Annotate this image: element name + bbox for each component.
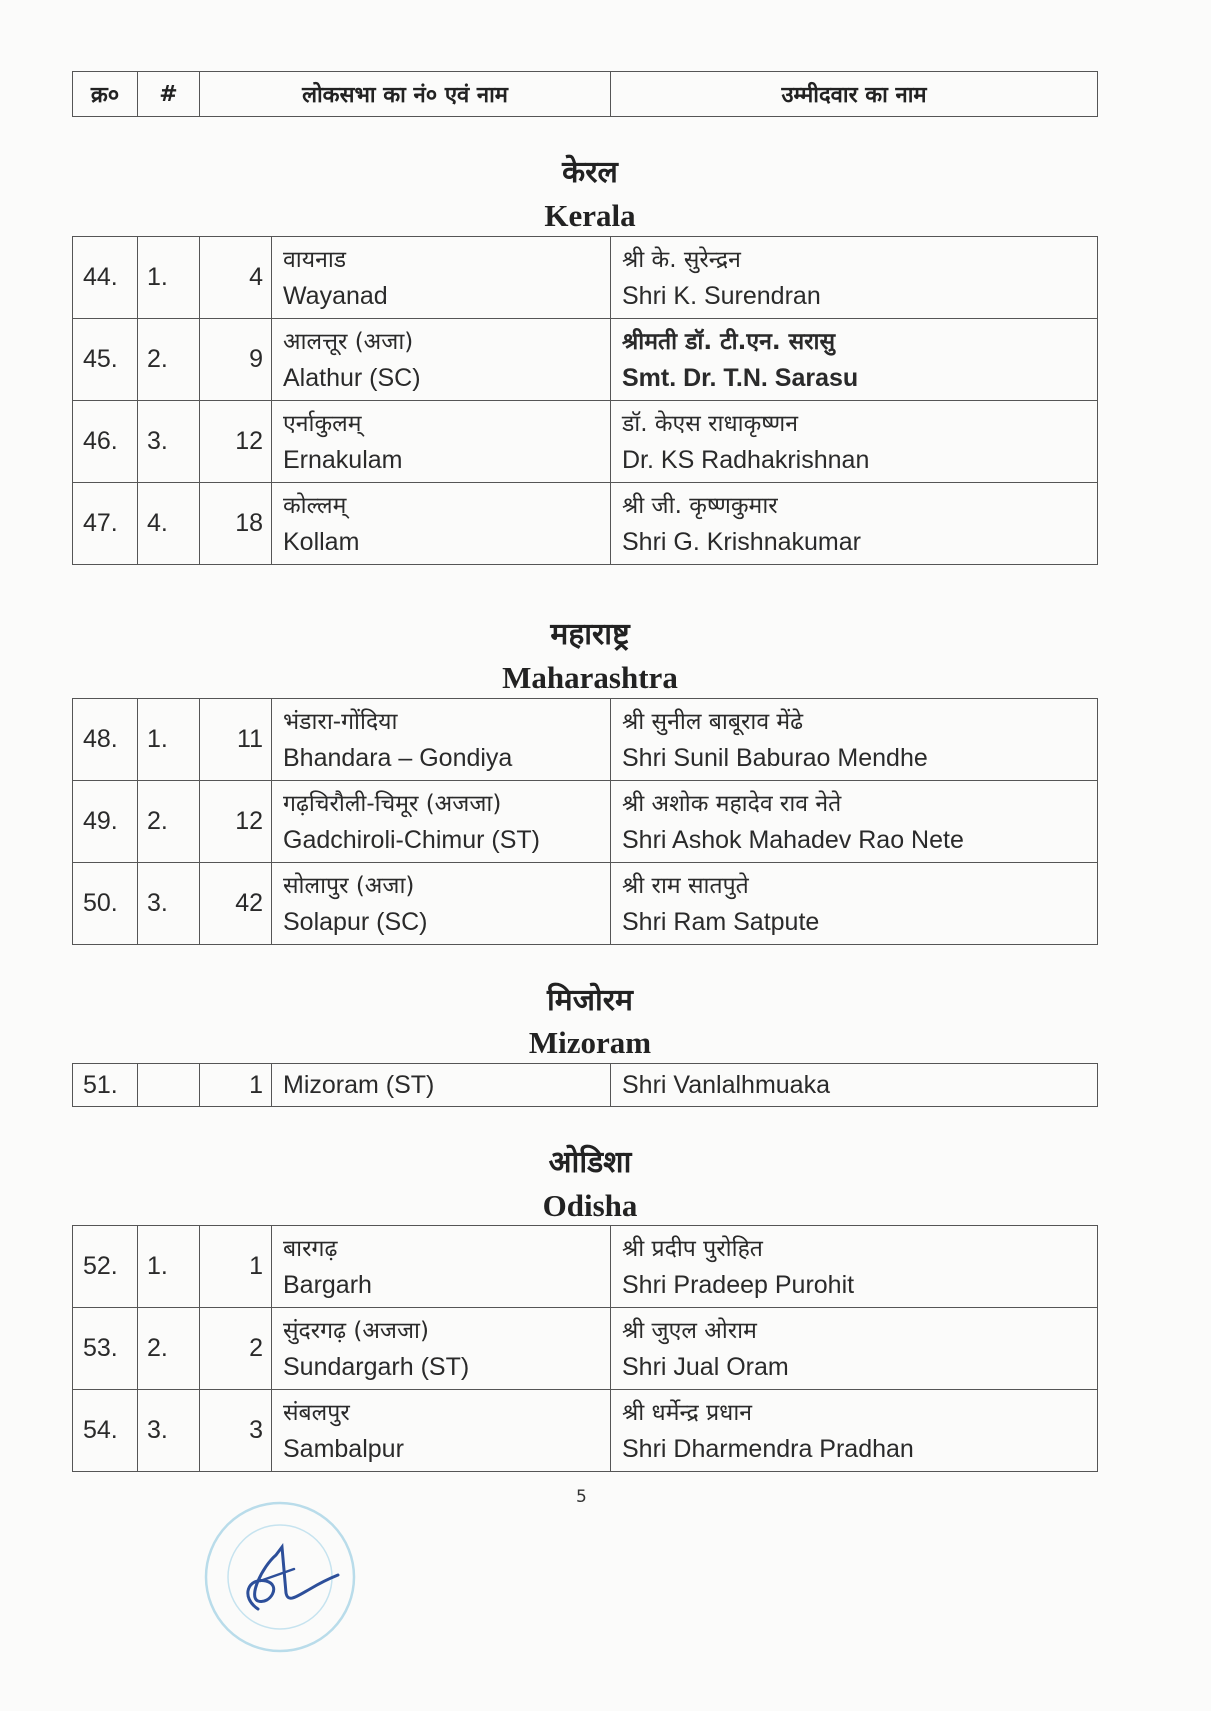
constituency-hindi: आलत्तूर (अजा) (283, 328, 414, 355)
constituency-hindi: सोलापुर (अजा) (283, 872, 415, 899)
table-row (73, 1390, 1098, 1472)
constituency-cell (272, 319, 611, 401)
candidate-cell (611, 699, 1098, 781)
party-stamp-with-signature-icon (200, 1497, 360, 1657)
constituency-cell (272, 781, 611, 863)
constituency-english: Gadchiroli-Chimur (ST) (283, 825, 540, 854)
constituency-hindi: कोल्लम् (283, 492, 347, 519)
serial-number: 53. (73, 1308, 138, 1390)
state-serial: 3. (138, 401, 200, 483)
serial-number: 51. (73, 1064, 138, 1107)
constituency-hindi: भंडारा-गोंदिया (283, 708, 398, 735)
header-constituency: लोकसभा का नं० एवं नाम (200, 72, 611, 117)
constituency-number: 4 (200, 237, 272, 319)
constituency-number: 11 (200, 699, 272, 781)
candidate-english: Shri Sunil Baburao Mendhe (622, 743, 928, 772)
candidate-hindi: श्री जुएल ओराम (622, 1317, 757, 1344)
state-serial: 1. (138, 237, 200, 319)
state-title-hindi: मिजोरम (547, 983, 633, 1018)
candidate-cell (611, 863, 1098, 945)
constituency-english: Bargarh (283, 1270, 372, 1299)
table-row (73, 863, 1098, 945)
serial-number: 50. (73, 863, 138, 945)
constituency-english: Sundargarh (ST) (283, 1352, 470, 1381)
table-row (73, 319, 1098, 401)
state-serial: 1. (138, 1226, 200, 1308)
candidate-cell (611, 1226, 1098, 1308)
state-title-english: Mizoram (528, 1025, 652, 1060)
candidate-cell (611, 781, 1098, 863)
state-serial: 4. (138, 483, 200, 565)
constituency-number: 12 (200, 781, 272, 863)
signature-stroke (248, 1547, 338, 1609)
table-row (73, 1226, 1098, 1308)
state-serial: 2. (138, 1308, 200, 1390)
table-row (73, 781, 1098, 863)
serial-number: 46. (73, 401, 138, 483)
serial-number: 49. (73, 781, 138, 863)
constituency-hindi: संबलपुर (283, 1399, 350, 1426)
constituency-hindi: वायनाड (283, 246, 347, 273)
candidate-hindi: श्रीमती डॉ. टी.एन. सरासु (622, 328, 836, 355)
table-row (73, 401, 1098, 483)
serial-number: 48. (73, 699, 138, 781)
constituency-number: 3 (200, 1390, 272, 1472)
constituency-hindi: एर्नाकुलम् (283, 410, 362, 437)
candidate-hindi: डॉ. केएस राधाकृष्णन (622, 410, 799, 437)
odisha-table (72, 1225, 1098, 1472)
state-title-english: Maharashtra (502, 660, 678, 695)
constituency-english: Ernakulam (283, 445, 403, 474)
state-title-english: Odisha (542, 1188, 638, 1223)
signature-crossbar (260, 1569, 294, 1581)
constituency-cell (272, 401, 611, 483)
candidate-english: Shri Dharmendra Pradhan (622, 1434, 914, 1463)
table-row (73, 699, 1098, 781)
candidate-cell (611, 237, 1098, 319)
state-title-english: Kerala (544, 198, 636, 233)
constituency-cell (272, 699, 611, 781)
candidate-english: Smt. Dr. T.N. Sarasu (622, 363, 859, 392)
header-serial: क्र० (73, 72, 138, 117)
table-row (73, 237, 1098, 319)
candidate-cell (611, 1308, 1098, 1390)
constituency-hindi: बारगढ़ (283, 1235, 338, 1262)
state-serial: 1. (138, 699, 200, 781)
state-serial: 3. (138, 863, 200, 945)
mizoram-table (72, 1063, 1098, 1107)
candidate-hindi: श्री प्रदीप पुरोहित (622, 1235, 763, 1262)
constituency-number: 9 (200, 319, 272, 401)
candidate-english: Dr. KS Radhakrishnan (622, 445, 870, 474)
candidate-cell (611, 483, 1098, 565)
table-row (73, 483, 1098, 565)
candidate-english: Shri Ram Satpute (622, 907, 820, 936)
candidate-english: Shri Jual Oram (622, 1352, 789, 1381)
constituency-cell (272, 1308, 611, 1390)
state-serial: 3. (138, 1390, 200, 1472)
constituency-number: 18 (200, 483, 272, 565)
header-hash: # (138, 72, 200, 117)
candidate-english: Shri Vanlalhmuaka (611, 1064, 1098, 1107)
candidate-cell (611, 319, 1098, 401)
candidate-hindi: श्री जी. कृष्णकुमार (622, 492, 778, 519)
state-serial: 2. (138, 781, 200, 863)
stamp-inner-ring (228, 1525, 332, 1629)
table-row (73, 1064, 1098, 1107)
constituency-cell (272, 1226, 611, 1308)
candidate-hindi: श्री अशोक महादेव राव नेते (622, 790, 842, 817)
constituency-number: 12 (200, 401, 272, 483)
constituency-cell (272, 483, 611, 565)
constituency-english: Alathur (SC) (283, 363, 421, 392)
constituency-cell (272, 1390, 611, 1472)
constituency-english: Sambalpur (283, 1434, 404, 1463)
constituency-hindi: गढ़चिरौली-चिमूर (अजजा) (283, 790, 502, 817)
state-title-hindi: महाराष्ट्र (550, 617, 630, 652)
constituency-cell (272, 237, 611, 319)
serial-number: 45. (73, 319, 138, 401)
state-title-hindi: ओडिशा (548, 1145, 632, 1180)
candidate-hindi: श्री धर्मेन्द्र प्रधान (622, 1399, 753, 1426)
candidate-english: Shri Ashok Mahadev Rao Nete (622, 825, 964, 854)
constituency-number: 42 (200, 863, 272, 945)
column-header-table (72, 71, 1098, 117)
candidate-hindi: श्री के. सुरेन्द्रन (622, 246, 741, 273)
candidate-english: Shri G. Krishnakumar (622, 527, 861, 556)
serial-number: 47. (73, 483, 138, 565)
state-serial (138, 1064, 200, 1107)
constituency-hindi: सुंदरगढ़ (अजजा) (283, 1317, 429, 1344)
header-candidate: उम्मीदवार का नाम (611, 72, 1098, 117)
constituency-english: Mizoram (ST) (272, 1064, 611, 1107)
constituency-number: 1 (200, 1226, 272, 1308)
candidate-hindi: श्री सुनील बाबूराव मेंढे (622, 708, 804, 735)
candidate-english: Shri K. Surendran (622, 281, 821, 310)
constituency-number: 1 (200, 1064, 272, 1107)
constituency-english: Solapur (SC) (283, 907, 428, 936)
candidate-english: Shri Pradeep Purohit (622, 1270, 855, 1299)
page-number: 5 (576, 1487, 587, 1507)
serial-number: 54. (73, 1390, 138, 1472)
kerala-table (72, 236, 1098, 565)
constituency-cell (272, 863, 611, 945)
constituency-number: 2 (200, 1308, 272, 1390)
constituency-english: Wayanad (283, 281, 388, 310)
constituency-english: Kollam (283, 527, 360, 556)
candidate-hindi: श्री राम सातपुते (622, 872, 749, 899)
serial-number: 44. (73, 237, 138, 319)
maharashtra-table (72, 698, 1098, 945)
table-row (73, 1308, 1098, 1390)
constituency-english: Bhandara – Gondiya (283, 743, 513, 772)
serial-number: 52. (73, 1226, 138, 1308)
candidate-cell (611, 1390, 1098, 1472)
state-serial: 2. (138, 319, 200, 401)
candidate-cell (611, 401, 1098, 483)
state-title-hindi: केरल (562, 155, 618, 190)
